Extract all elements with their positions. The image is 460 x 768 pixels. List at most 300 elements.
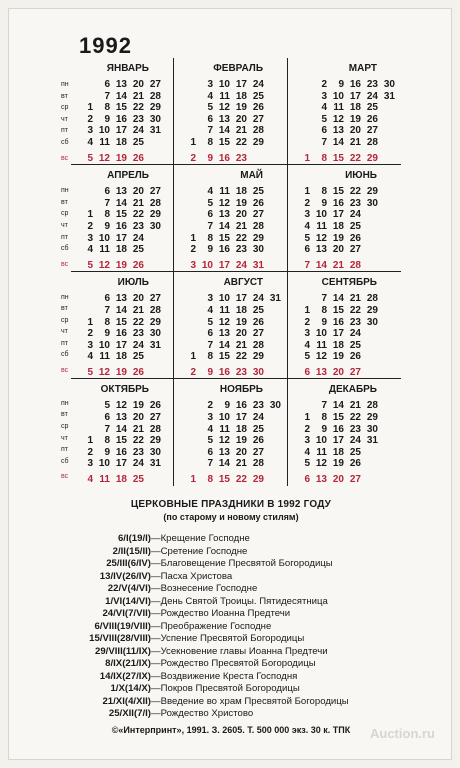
- weekday-row: [83, 198, 167, 210]
- day-number: [378, 137, 395, 149]
- day-number: 19: [235, 197, 247, 209]
- day-number: 28: [366, 293, 378, 305]
- day-number: 22: [132, 209, 144, 221]
- day-number: 28: [366, 136, 378, 148]
- day-number: 7: [207, 220, 213, 232]
- weekday-row: [83, 328, 167, 340]
- holiday-date: 21/XI(4/XII): [102, 695, 151, 707]
- day-number: [83, 424, 93, 436]
- day-number: 31: [366, 435, 378, 447]
- day-number: [264, 424, 281, 436]
- day-number: [83, 79, 93, 91]
- day-number: 23: [132, 446, 144, 458]
- day-number: 26: [252, 435, 264, 447]
- weekday-row: [186, 114, 281, 126]
- day-number: [264, 317, 281, 329]
- holiday-date: 2/II(15/II): [112, 545, 151, 557]
- day-number: 8: [321, 152, 327, 164]
- weekday-row: [186, 125, 281, 137]
- month-name: СЕНТЯБРЬ: [321, 277, 377, 289]
- day-number: 1: [87, 209, 93, 221]
- day-number: 17: [332, 328, 344, 340]
- holiday-date: 25/III(6/IV): [106, 558, 151, 569]
- day-number: [264, 435, 281, 447]
- weekday-row: [186, 137, 281, 149]
- weekday-label: вс: [61, 367, 69, 375]
- day-number: 16: [332, 423, 344, 435]
- weekday-row: [83, 233, 167, 245]
- day-number: 30: [269, 400, 281, 412]
- day-number: 2: [304, 423, 310, 435]
- month-block: [174, 165, 288, 272]
- weekday-row: [186, 233, 281, 245]
- day-number: 23: [235, 244, 247, 256]
- day-number: [186, 317, 196, 329]
- month-days: [300, 400, 395, 485]
- day-number: 27: [149, 412, 161, 424]
- day-number: 5: [87, 366, 93, 378]
- day-number: 2: [87, 113, 93, 125]
- weekday-label: ср: [61, 104, 69, 112]
- day-number: 2: [304, 316, 310, 328]
- day-number: 9: [321, 423, 327, 435]
- day-number: 8: [207, 351, 213, 363]
- day-number: 18: [115, 351, 127, 363]
- day-number: 19: [349, 113, 361, 125]
- day-number: 13: [218, 446, 230, 458]
- day-number: 18: [115, 474, 127, 486]
- sunday-row: [186, 474, 281, 486]
- day-number: 13: [115, 79, 127, 90]
- day-number: 22: [235, 232, 247, 244]
- day-number: 16: [115, 328, 127, 340]
- weekday-row: [83, 102, 167, 114]
- day-number: 6: [104, 412, 110, 424]
- weekday-label: вс: [61, 473, 69, 481]
- sunday-row: [300, 153, 395, 165]
- holidays-list: [9, 533, 453, 721]
- day-number: 29: [149, 102, 161, 114]
- day-number: 25: [349, 339, 361, 351]
- day-number: 8: [104, 102, 110, 114]
- day-number: 1: [87, 316, 93, 328]
- day-number: 18: [235, 186, 247, 198]
- day-number: 17: [235, 79, 247, 90]
- day-number: 20: [132, 79, 144, 90]
- day-number: [378, 153, 395, 165]
- day-number: [300, 400, 310, 412]
- day-number: 12: [315, 351, 327, 363]
- weekday-labels: [61, 185, 81, 270]
- day-number: 12: [218, 435, 230, 447]
- day-number: 26: [366, 113, 378, 125]
- day-number: 8: [321, 304, 327, 316]
- day-number: 20: [132, 412, 144, 424]
- weekday-row: [186, 102, 281, 114]
- day-number: 2: [190, 152, 196, 164]
- weekday-row: [83, 412, 167, 424]
- day-number: 10: [218, 79, 230, 90]
- day-number: 21: [132, 197, 144, 209]
- day-number: [264, 305, 281, 317]
- sunday-row: [186, 260, 281, 272]
- day-number: 18: [235, 304, 247, 316]
- weekday-label: чт: [61, 115, 68, 123]
- day-number: [83, 305, 93, 317]
- day-number: 1: [304, 304, 310, 316]
- day-number: 12: [98, 259, 110, 271]
- day-number: 5: [104, 400, 110, 412]
- day-number: 18: [349, 102, 361, 114]
- day-number: 9: [321, 197, 327, 209]
- day-number: 3: [207, 293, 213, 305]
- weekday-row: [186, 305, 281, 317]
- day-number: 15: [218, 351, 230, 363]
- day-number: 26: [252, 316, 264, 328]
- month-days: [300, 79, 395, 164]
- calendar-card: [8, 8, 452, 760]
- day-number: 1: [190, 232, 196, 244]
- month-days: [186, 400, 281, 485]
- holiday-date: 6/I(19/I): [117, 533, 151, 544]
- day-number: 21: [235, 125, 247, 137]
- day-number: [361, 244, 378, 256]
- weekday-row: [186, 198, 281, 210]
- day-number: 7: [321, 293, 327, 305]
- weekday-label: пт: [61, 446, 68, 454]
- weekday-label: чт: [61, 328, 68, 336]
- holiday-name: —Рождество Христово: [151, 708, 254, 719]
- day-number: 23: [349, 316, 361, 328]
- day-number: 9: [104, 328, 110, 340]
- sunday-row: [300, 260, 395, 272]
- day-number: 16: [218, 244, 230, 256]
- holidays-subtitle: (по старому и новому стилям): [163, 512, 299, 522]
- day-number: 7: [104, 90, 110, 102]
- weekday-label: вт: [61, 198, 68, 206]
- day-number: 22: [349, 152, 361, 164]
- day-number: 2: [190, 244, 196, 256]
- day-number: 14: [315, 259, 327, 271]
- weekday-label: чт: [61, 434, 68, 442]
- day-number: [300, 137, 310, 149]
- day-number: [378, 114, 395, 126]
- day-number: 27: [252, 328, 264, 340]
- day-number: 16: [349, 79, 361, 90]
- day-number: 8: [207, 474, 213, 486]
- day-number: 3: [87, 232, 93, 244]
- months-grid: [71, 58, 401, 486]
- holiday-name: —Сретение Господне: [151, 545, 248, 557]
- holiday-name: —Преображение Господне: [151, 620, 272, 632]
- month-name: НОЯБРЬ: [219, 384, 263, 396]
- holiday-row: [9, 696, 453, 709]
- holiday-name: —Пасха Христова: [151, 570, 233, 582]
- day-number: 25: [132, 474, 144, 486]
- month-block: [288, 58, 401, 165]
- weekday-row: [300, 233, 395, 245]
- day-number: 18: [332, 446, 344, 458]
- day-number: 6: [104, 186, 110, 198]
- weekday-row: [300, 209, 395, 221]
- sunday-row: [83, 153, 167, 165]
- year-title: 1992: [79, 33, 132, 58]
- weekday-row: [300, 424, 395, 436]
- month-name: МАЙ: [240, 170, 263, 182]
- day-number: 27: [149, 186, 161, 198]
- weekday-row: [300, 186, 395, 198]
- day-number: 11: [316, 220, 327, 232]
- day-number: 5: [87, 152, 93, 164]
- sunday-row: [83, 474, 167, 486]
- weekday-label: вт: [61, 305, 68, 313]
- day-number: 19: [332, 232, 344, 244]
- day-number: 17: [115, 458, 127, 470]
- holiday-row: [9, 571, 453, 584]
- day-number: 27: [252, 446, 264, 458]
- day-number: 4: [87, 136, 93, 148]
- day-number: [186, 102, 196, 114]
- day-number: 14: [332, 293, 344, 305]
- day-number: 26: [349, 232, 361, 244]
- day-number: [361, 221, 378, 233]
- day-number: 15: [218, 136, 230, 148]
- day-number: [361, 340, 378, 352]
- month-name: ДЕКАБРЬ: [328, 384, 377, 396]
- day-number: 8: [207, 232, 213, 244]
- weekday-row: [300, 400, 395, 412]
- day-number: 24: [132, 125, 144, 137]
- day-number: 31: [269, 293, 281, 305]
- day-number: 3: [87, 458, 93, 470]
- day-number: 28: [149, 304, 161, 316]
- day-number: [300, 125, 310, 137]
- day-number: 2: [190, 366, 196, 378]
- day-number: 7: [104, 423, 110, 435]
- day-number: [83, 198, 93, 210]
- day-number: [361, 328, 378, 340]
- weekday-label: вт: [61, 92, 68, 100]
- holiday-name: —Рождество Пресвятой Богородицы: [151, 658, 316, 669]
- day-number: [361, 209, 378, 221]
- day-number: 12: [115, 400, 127, 412]
- day-number: 26: [252, 102, 264, 114]
- day-number: 30: [149, 220, 161, 232]
- day-number: [186, 79, 196, 91]
- day-number: 8: [321, 186, 327, 198]
- day-number: 14: [115, 90, 127, 102]
- day-number: 30: [149, 328, 161, 340]
- weekday-row: [186, 400, 281, 412]
- weekday-row: [83, 447, 167, 459]
- weekday-row: [300, 244, 395, 256]
- holiday-date: 14/IX(27/IX): [99, 670, 151, 682]
- day-number: 31: [149, 458, 161, 470]
- day-number: 24: [349, 209, 361, 221]
- day-number: 26: [132, 259, 144, 271]
- day-number: [186, 221, 196, 233]
- weekday-row: [186, 79, 281, 91]
- day-number: 19: [235, 102, 247, 114]
- weekday-label: сб: [61, 245, 69, 253]
- holiday-name: —Благовещение Пресвятой Богородицы: [151, 558, 333, 569]
- day-number: 8: [104, 209, 110, 221]
- day-number: 6: [207, 328, 213, 340]
- day-number: 12: [315, 232, 327, 244]
- day-number: 17: [115, 339, 127, 351]
- day-number: 19: [235, 316, 247, 328]
- day-number: 21: [349, 293, 361, 305]
- day-number: 19: [115, 152, 127, 164]
- month-block: [174, 58, 288, 165]
- day-number: 13: [115, 412, 127, 424]
- day-number: 21: [132, 90, 144, 102]
- weekday-row: [300, 458, 395, 470]
- day-number: 8: [321, 412, 327, 424]
- day-number: 17: [235, 293, 247, 305]
- day-number: 17: [218, 259, 230, 271]
- day-number: [186, 447, 196, 459]
- weekday-row: [186, 340, 281, 352]
- day-number: 6: [321, 125, 327, 137]
- month-days: [83, 79, 167, 164]
- weekday-label: пн: [61, 81, 69, 88]
- day-number: 2: [304, 197, 310, 209]
- month-name: МАРТ: [348, 63, 377, 74]
- day-number: 4: [207, 186, 213, 198]
- watermark: Auction.ru: [370, 726, 435, 741]
- church-holidays-section: [9, 499, 453, 721]
- weekday-row: [186, 447, 281, 459]
- weekday-row: [186, 328, 281, 340]
- day-number: 7: [207, 458, 213, 470]
- day-number: 21: [235, 458, 247, 470]
- holiday-date: 15/VIII(28/VIII): [89, 633, 151, 644]
- holiday-row: [9, 558, 453, 571]
- weekday-row: [300, 137, 395, 149]
- day-number: [264, 458, 281, 470]
- day-number: [186, 198, 196, 210]
- day-number: 22: [349, 304, 361, 316]
- day-number: 13: [115, 293, 127, 305]
- day-number: 3: [304, 209, 310, 221]
- day-number: [378, 102, 395, 114]
- weekday-label: вт: [61, 411, 68, 419]
- day-number: 24: [349, 328, 361, 340]
- weekday-row: [83, 317, 167, 329]
- day-number: 15: [332, 186, 344, 198]
- day-number: 29: [149, 316, 161, 328]
- day-number: 9: [104, 220, 110, 232]
- weekday-row: [83, 186, 167, 198]
- day-number: [361, 474, 378, 486]
- weekday-row: [83, 340, 167, 352]
- day-number: 17: [115, 125, 127, 137]
- day-number: [83, 91, 93, 103]
- day-number: 27: [149, 293, 161, 305]
- day-number: [144, 137, 161, 149]
- day-number: [247, 153, 264, 165]
- day-number: 30: [252, 244, 264, 256]
- day-number: [186, 328, 196, 340]
- day-number: 30: [366, 316, 378, 328]
- day-number: 28: [252, 339, 264, 351]
- day-number: 28: [349, 259, 361, 271]
- day-number: 15: [332, 152, 344, 164]
- day-number: 14: [115, 423, 127, 435]
- day-number: 3: [304, 435, 310, 447]
- weekday-row: [83, 305, 167, 317]
- weekday-row: [186, 317, 281, 329]
- day-number: 3: [207, 79, 213, 90]
- month-block: [71, 379, 174, 485]
- day-number: 28: [366, 400, 378, 412]
- weekday-row: [83, 114, 167, 126]
- day-number: 25: [252, 304, 264, 316]
- day-number: 10: [98, 458, 110, 470]
- day-number: 7: [304, 259, 310, 271]
- day-number: 7: [321, 136, 327, 148]
- day-number: 5: [87, 259, 93, 271]
- day-number: 28: [252, 220, 264, 232]
- day-number: 3: [304, 328, 310, 340]
- day-number: 11: [316, 339, 327, 351]
- day-number: 16: [115, 220, 127, 232]
- day-number: 18: [115, 244, 127, 256]
- weekday-label: ср: [61, 210, 69, 218]
- day-number: 22: [349, 186, 361, 198]
- day-number: 8: [104, 435, 110, 447]
- day-number: [300, 114, 310, 126]
- day-number: 12: [98, 366, 110, 378]
- day-number: 24: [252, 293, 264, 305]
- day-number: [83, 400, 93, 412]
- day-number: 30: [383, 79, 395, 90]
- day-number: 28: [252, 125, 264, 137]
- day-number: 11: [219, 304, 230, 316]
- day-number: 28: [252, 458, 264, 470]
- day-number: 24: [235, 259, 247, 271]
- day-number: 24: [366, 90, 378, 102]
- day-number: [186, 435, 196, 447]
- weekday-label: ср: [61, 316, 69, 324]
- weekday-row: [186, 435, 281, 447]
- day-number: 23: [366, 79, 378, 90]
- day-number: [144, 153, 161, 165]
- day-number: [361, 233, 378, 245]
- sunday-row: [300, 474, 395, 486]
- day-number: [186, 186, 196, 198]
- day-number: [378, 125, 395, 137]
- day-number: 6: [104, 293, 110, 305]
- day-number: 29: [252, 136, 264, 148]
- day-number: [361, 447, 378, 459]
- weekday-row: [186, 209, 281, 221]
- weekday-label: пт: [61, 127, 68, 135]
- day-number: 27: [252, 113, 264, 125]
- day-number: 24: [252, 412, 264, 424]
- day-number: 7: [321, 400, 327, 412]
- month-name: ФЕВРАЛЬ: [213, 63, 263, 74]
- day-number: 9: [207, 366, 213, 378]
- holiday-row: [9, 708, 453, 721]
- day-number: 1: [87, 435, 93, 447]
- day-number: [144, 260, 161, 272]
- weekday-row: [300, 412, 395, 424]
- day-number: 5: [321, 113, 327, 125]
- day-number: 7: [207, 125, 213, 137]
- weekday-row: [186, 244, 281, 256]
